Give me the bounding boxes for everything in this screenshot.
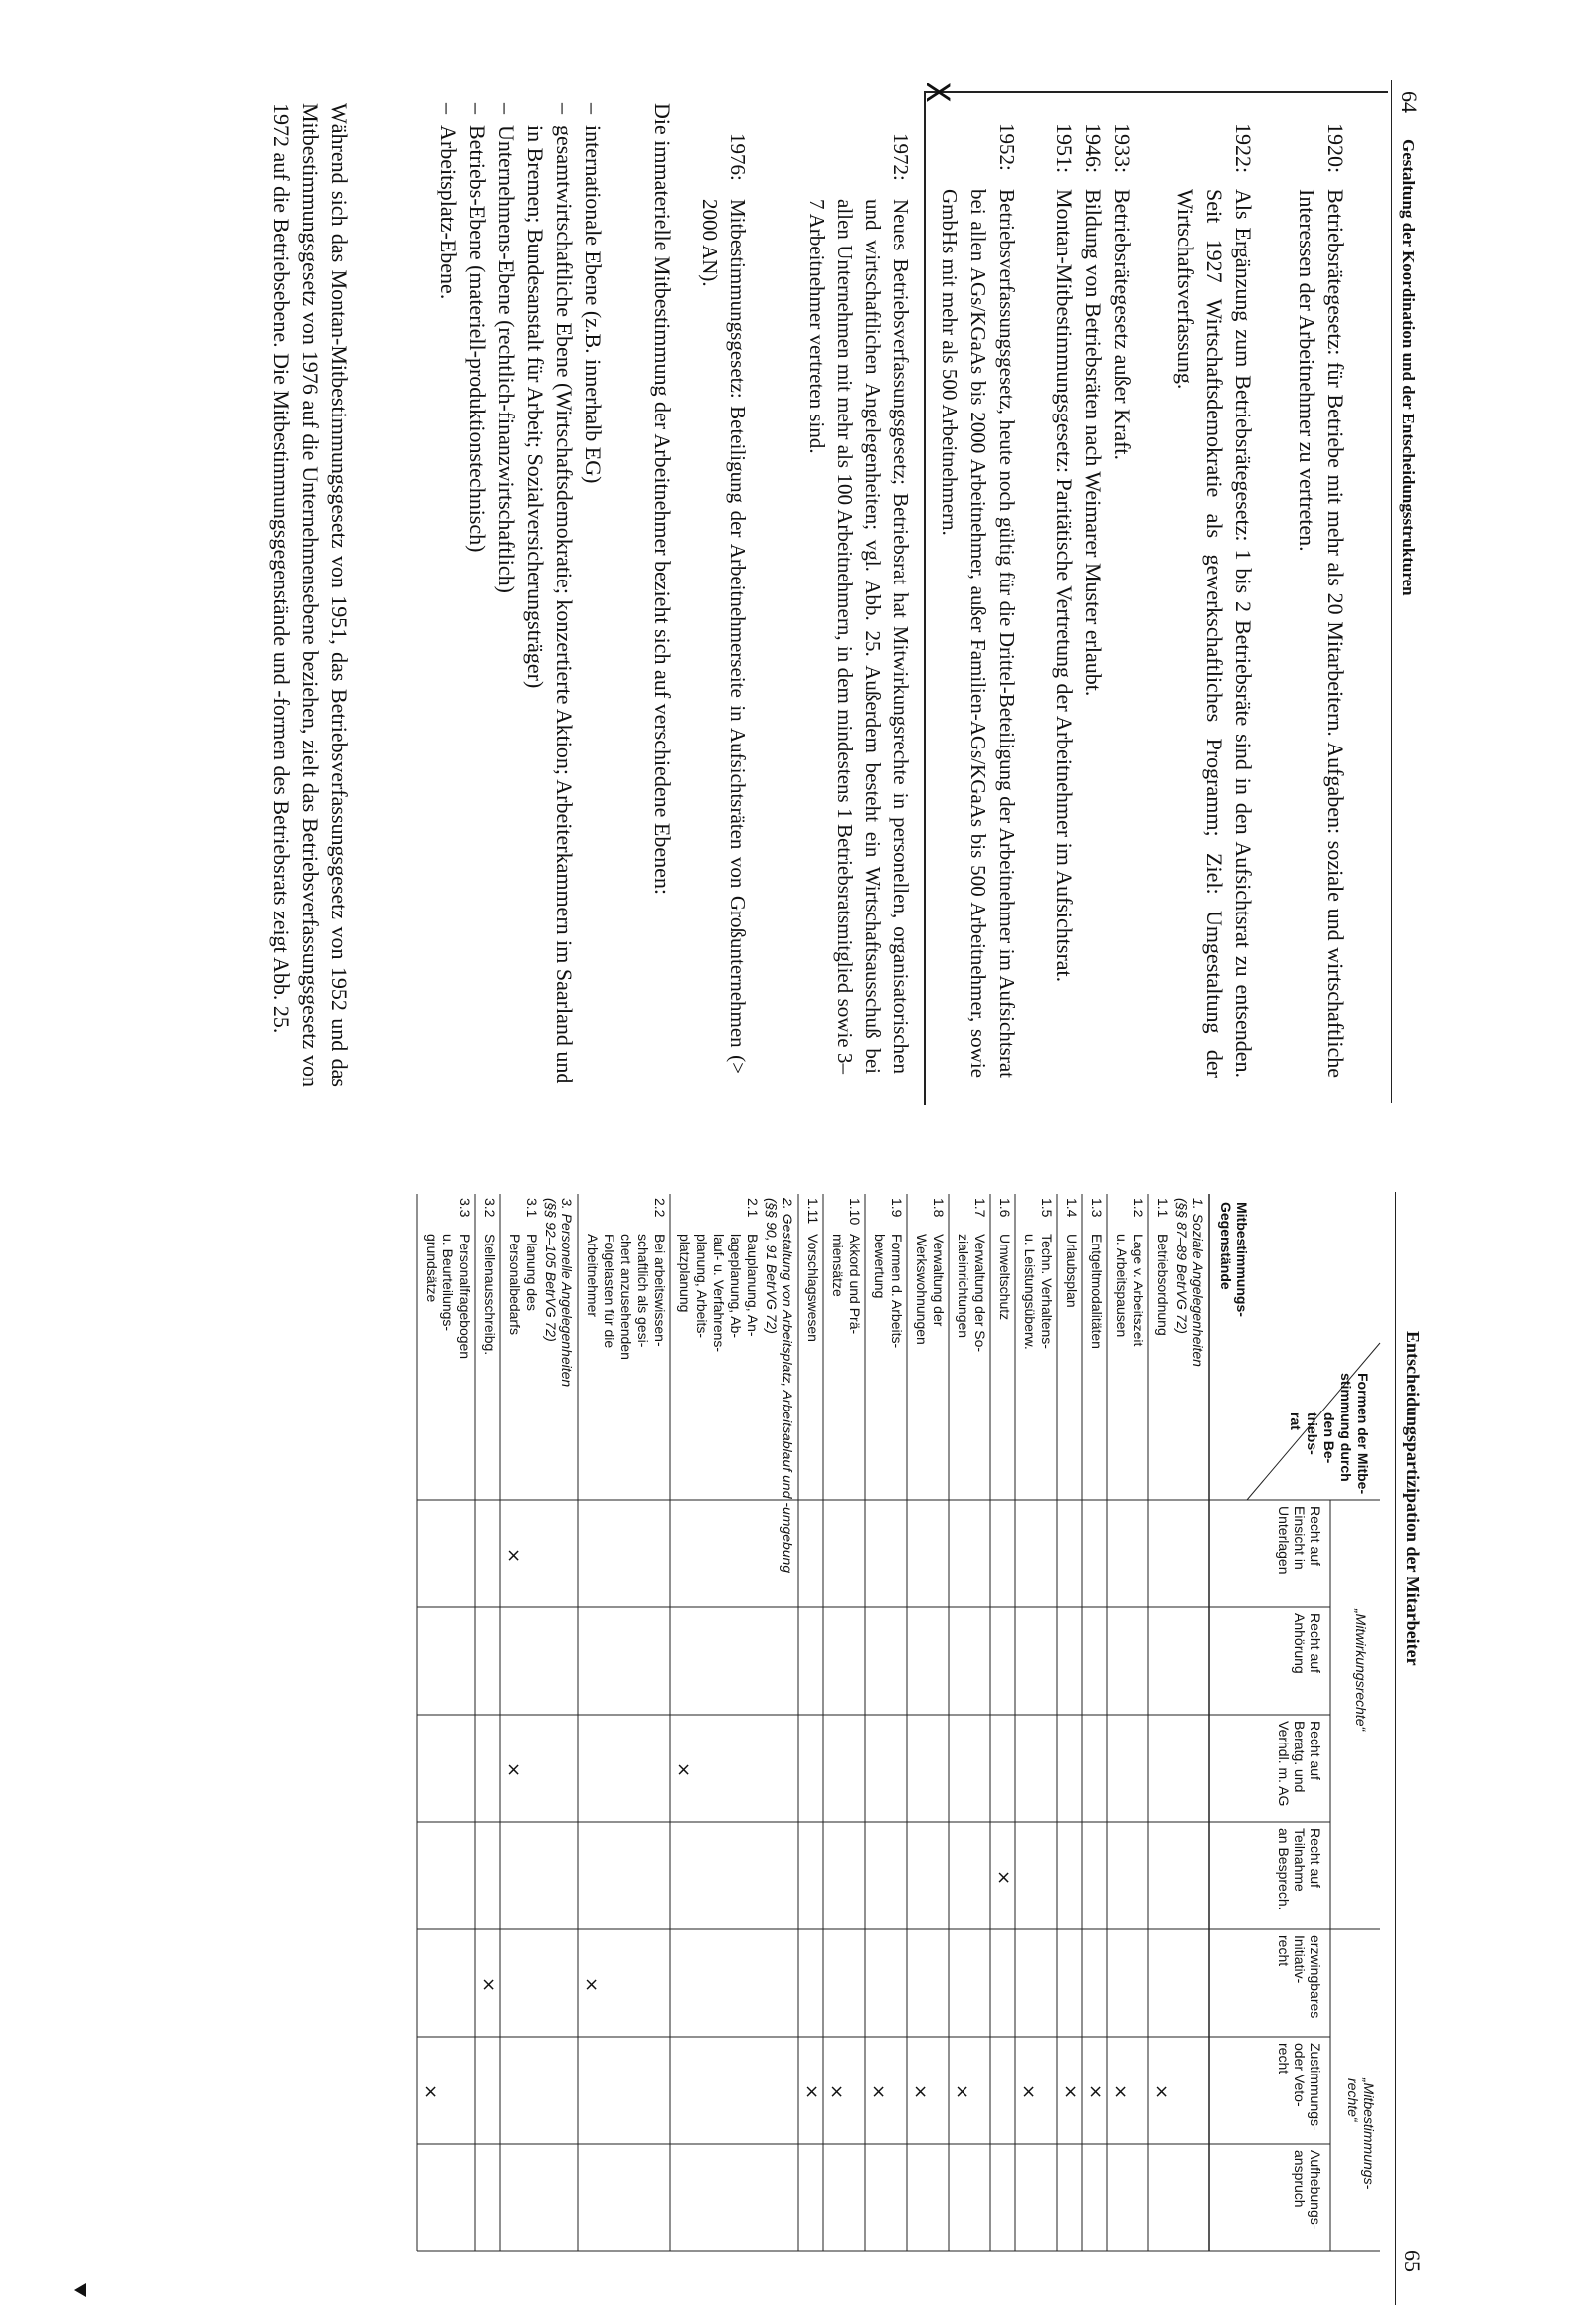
row-label: platzplanung [677, 1234, 693, 1313]
list-item: – Betriebs-Ebene (materiell-produktionstechnisch) [465, 103, 490, 553]
list-item: – Unternehmens-Ebene (rechtlich-finanzwirtschaftlich) [494, 103, 519, 593]
row-label: chert anzusehenden [618, 1234, 634, 1360]
table-mark: × [478, 1977, 499, 1993]
levels-intro: Die immaterielle Mitbestimmung der Arbeitnehmer bezieht sich auf verschiedene Ebenen: [650, 103, 675, 895]
row-number: 1.2 [1131, 1198, 1146, 1218]
row-label: Entgeltmodalitäten [1089, 1234, 1105, 1349]
list-item: – Arbeitsplatz-Ebene. [437, 103, 461, 300]
running-head: Gestaltung der Koordination und der Entscheidungsstrukturen [1399, 139, 1418, 596]
history-text: Betriebsrätegesetz außer Kraft. [1110, 189, 1135, 461]
row-number: 1.6 [997, 1198, 1013, 1218]
column-header: Recht auf [1308, 1828, 1323, 1888]
table-mark: × [910, 2084, 931, 2100]
history-box [919, 82, 1388, 1105]
column-header: an Besprech. [1276, 1828, 1292, 1910]
row-label: lauf- u. Verfahrens- [711, 1234, 727, 1353]
history-year: 1933: [1110, 123, 1135, 174]
group-header-mitbestimmung: rechte“ [1345, 2078, 1361, 2122]
group-header-mitbestimmung: „Mitbestimmungs- [1361, 2078, 1377, 2190]
table-mark: × [503, 1762, 524, 1778]
row-number: 1.4 [1064, 1198, 1080, 1218]
group-header-mitwirkung: „Mitwirkungsrechte“ [1353, 1609, 1369, 1732]
table-mark: × [503, 1548, 524, 1564]
history-year: 1972: [889, 133, 913, 181]
row-number: 1.8 [931, 1198, 947, 1218]
table-mark: × [1018, 2084, 1039, 2100]
row-label: Bauplanung, An- [745, 1234, 761, 1337]
row-number: 3.3 [457, 1198, 473, 1218]
row-label: schaftlich als gesi- [635, 1234, 651, 1348]
history-text: Betriebsrätegesetz: für Betriebe mit mehr als 20 Mitarbeitern. Aufgaben: soziale und wirtschaftliche Interessen der Arbeitnehmer zu vertreten. [1295, 189, 1348, 1078]
history-text: Betriebsverfassungsgesetz, heute noch gültig für die Drittel-Beteiligung der Arbeitnehmer im Aufsichtsrat bei allen AGs/KGaAs bis 2000 Arbeitnehmer, außer Familien-AGs/KGaAs bis 500 Arbeitnehmer, sowie GmbHs mit mehr als 500 Arbeitnehmern. [938, 189, 1019, 1078]
corner-label-subjects: Mitbestimmungs- [1234, 1202, 1250, 1317]
column-header: Unterlagen [1276, 1506, 1292, 1575]
row-number: 1.3 [1089, 1198, 1105, 1218]
corner-label-forms: den Be- [1321, 1412, 1337, 1464]
right-page [0, 1162, 1577, 2324]
history-year: 1951: [1052, 123, 1077, 174]
history-text: Neues Betriebsverfassungsgesetz; Betriebsrat hat Mitwirkungsrechte in personellen, organisatorischen und wirtschaftlichen Angelegenheiten; vgl. Abb. 25. Außerdem besteht ein Wirtschaftsausschuß bei allen Unternehmen mit mehr als 100 Arbeitnehmern, in dem mindestens 1 Betriebsratsmitglied sowie 3–7 Arbeitnehmer vertreten sind. [805, 199, 913, 1074]
row-label: Verwaltung der [931, 1234, 947, 1327]
row-number: 1.9 [889, 1198, 905, 1218]
row-label: Vorschlagswesen [805, 1234, 821, 1342]
history-entry-1976 [696, 103, 752, 1087]
section-title: 2. Gestaltung von Arbeitsplatz, Arbeitsablauf und -umgebung [780, 1198, 795, 1574]
table-mark: × [1151, 2084, 1172, 2100]
row-label: Arbeitnehmer [585, 1234, 601, 1318]
corner-label-forms: rat [1288, 1412, 1304, 1430]
row-label: Urlaubsplan [1064, 1234, 1080, 1308]
history-year: 1946: [1081, 123, 1106, 174]
table-mark: × [420, 2084, 440, 2100]
table-mark: × [581, 1977, 602, 1993]
row-label: Akkord und Prä- [847, 1234, 863, 1335]
history-text: Als Ergänzung zum Betriebsrätegesetz: 1 bis 2 Betriebsräte sind in den Aufsichtsrat zu entsenden. Seit 1927 Wirtschaftsdemokratie als gewerkschaftliches Programm; Ziel: Umgestaltung der Wirtschaftsverfassung. [1173, 189, 1256, 1078]
column-header: recht [1276, 2043, 1292, 2075]
row-label: Betriebsordnung [1155, 1234, 1171, 1336]
table-mark: × [993, 1870, 1014, 1886]
row-label: planung, Arbeits- [694, 1234, 710, 1339]
column-header: Beratg. und [1292, 1721, 1308, 1793]
header-rule [1391, 80, 1392, 1103]
row-label: u. Leistungsüberw. [1022, 1234, 1038, 1350]
history-entry-1972 [803, 103, 915, 1087]
column-header: Zustimmungs- [1308, 2043, 1323, 2131]
history-text: Montan-Mitbestimmungsgesetz: Paritätische Vertretung der Arbeitnehmer im Aufsichtsrat. [1052, 189, 1077, 983]
table-mark: × [1110, 2084, 1131, 2100]
row-label: Formen d. Arbeits- [889, 1234, 905, 1349]
row-label: lageplanung, Ab- [728, 1234, 744, 1339]
corner-label-forms: Formen der Mitbe- [1355, 1373, 1371, 1495]
row-label: miensätze [830, 1234, 846, 1297]
history-year: 1920: [1323, 123, 1348, 174]
column-header: Recht auf [1308, 1721, 1323, 1780]
row-number: 1.11 [805, 1198, 821, 1225]
page-number: 65 [1400, 2250, 1425, 2272]
row-number: 1.10 [847, 1198, 863, 1226]
column-header: Teilnahme [1292, 1828, 1308, 1892]
column-header: anspruch [1292, 2150, 1308, 2208]
running-head: Entscheidungspartizipation der Mitarbeiter [1403, 1331, 1423, 1666]
row-label: u. Beurteilungs- [440, 1234, 456, 1332]
history-year: 1952: [995, 123, 1019, 171]
row-label: Umweltschutz [997, 1234, 1013, 1321]
row-number: 1.1 [1155, 1198, 1171, 1218]
margin-cross-mark: X [919, 82, 957, 103]
closing-paragraph: Während sich das Montan-Mitbestimmungsgesetz von 1951, das Betriebsverfassungsgesetz von 1952 und das Mitbestimmungsgesetz von 1976 auf die Unternehmensebene beziehen, zielt das Betriebsverfassungsgesetz von 1972 auf die Betriebsebene. Die Mitbestimmungsgegenstände und -formen des Betriebsrats zeigt Abb. 25. [269, 103, 352, 1087]
row-number: 3.2 [482, 1198, 498, 1218]
corner-label-subjects: Gegenstände [1218, 1202, 1234, 1290]
column-header: Recht auf [1308, 1613, 1323, 1673]
row-label: Techn. Verhaltens- [1039, 1234, 1055, 1349]
table-mark: × [1060, 2084, 1081, 2100]
row-label: Planung des [524, 1234, 540, 1311]
table-mark: × [952, 2084, 972, 2100]
table-mark: × [868, 2084, 889, 2100]
row-label: Personalbedarfs [507, 1234, 523, 1335]
row-label: Bei arbeitswissen- [652, 1234, 668, 1347]
row-label: grundsätze [424, 1234, 439, 1303]
row-label: Folgelasten für die [602, 1234, 617, 1349]
table-mark: × [1085, 2084, 1106, 2100]
section-title: 1. Soziale Angelegenheiten [1190, 1198, 1206, 1367]
column-header: Anhörung [1292, 1613, 1308, 1674]
row-label: zialeinrichtungen [956, 1234, 971, 1339]
section-title: 3. Personelle Angelegenheiten [559, 1198, 575, 1388]
history-year: 1922: [1231, 123, 1256, 174]
column-header: erzwingbares [1308, 1935, 1323, 2019]
history-text: Mitbestimmungsgesetz: Beteiligung der Arbeitnehmerseite in Aufsichtsräten von Großunternehmen (> 2000 AN). [698, 199, 750, 1074]
column-header: Verhdl. m. AG [1276, 1721, 1292, 1807]
column-header: recht [1276, 1935, 1292, 1967]
section-title: (§§ 87–89 BetrVG 72) [1174, 1198, 1190, 1334]
table-mark: × [673, 1762, 694, 1778]
page-number: 64 [1397, 91, 1422, 113]
column-header: Recht auf [1308, 1506, 1323, 1566]
row-number: 1.5 [1039, 1198, 1055, 1218]
table-mark: × [801, 2084, 822, 2100]
row-label: Personalfragebogen [457, 1234, 473, 1360]
section-title: (§§ 92–105 BetrVG 72) [543, 1198, 559, 1342]
section-title: (§§ 90, 91 BetrVG 72) [764, 1198, 780, 1334]
levels-list [435, 103, 608, 1087]
column-header: Einsicht in [1292, 1506, 1308, 1570]
corner-label-forms: stimmung durch [1338, 1373, 1354, 1482]
row-label: u. Arbeitspausen [1114, 1234, 1130, 1338]
row-label: Lage v. Arbeitszeit [1131, 1234, 1146, 1347]
continue-arrow-icon [74, 2283, 86, 2297]
co-determination-table [0, 1162, 1577, 2324]
list-item: – gesamtwirtschaftliche Ebene (Wirtschaftsdemokratie; konzertierte Aktion; Arbeiterkammern im Saarland und in Bremen; Bundesanstalt für Arbeit; Sozialversicherungsträger) [523, 103, 577, 1084]
row-number: 3.1 [524, 1198, 540, 1218]
history-year: 1976: [726, 133, 750, 181]
table-mark: × [826, 2084, 847, 2100]
row-label: Verwaltung der So- [972, 1234, 988, 1353]
list-item: – internationale Ebene (z.B. innerhalb EG) [581, 103, 606, 484]
column-header: Aufhebungs- [1308, 2150, 1323, 2230]
row-number: 1.7 [972, 1198, 988, 1218]
column-header: oder Veto- [1292, 2043, 1308, 2107]
row-label: Stellenausschreibg. [482, 1234, 498, 1356]
row-number: 2.1 [745, 1198, 761, 1218]
row-label: Werkswohnungen [914, 1234, 930, 1345]
corner-label-forms: triebs- [1305, 1412, 1320, 1455]
column-header: Initiativ- [1292, 1935, 1308, 1984]
row-label: bewertung [872, 1234, 888, 1299]
row-number: 2.2 [652, 1198, 668, 1218]
history-text: Bildung von Betriebsräten nach Weimarer Muster erlaubt. [1081, 189, 1106, 697]
